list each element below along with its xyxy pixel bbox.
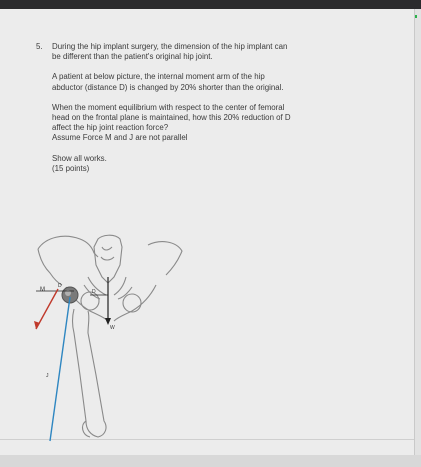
patient-line: A patient at below picture, the internal moment arm of the hip bbox=[52, 72, 265, 82]
question-line: Assume Force M and J are not parallel bbox=[52, 133, 188, 143]
question-paragraph bbox=[52, 103, 382, 144]
label-d-right: D bbox=[92, 289, 96, 295]
intro-line: During the hip implant surgery, the dimension of the hip implant can bbox=[52, 42, 288, 51]
scrollbar[interactable] bbox=[414, 9, 421, 455]
label-j: J bbox=[46, 373, 49, 379]
hip-implant-figure bbox=[28, 225, 188, 445]
question-line: head on the frontal plane is maintained, how this 20% reduction of D bbox=[52, 113, 291, 123]
page-bottom-band bbox=[0, 455, 421, 467]
pelvis-outline bbox=[38, 235, 182, 321]
question-line: affect the hip joint reaction force? bbox=[52, 123, 169, 133]
question-line: When the moment equilibrium with respect to the center of femoral bbox=[52, 102, 285, 112]
weight-arrowhead bbox=[105, 318, 111, 325]
status-indicator bbox=[415, 15, 417, 18]
patient-paragraph bbox=[52, 72, 382, 92]
force-j-line bbox=[50, 297, 70, 441]
window-top-bar bbox=[0, 0, 421, 9]
label-w: W bbox=[110, 325, 115, 331]
label-d-left: D bbox=[58, 283, 62, 289]
patient-line: abductor (distance D) is changed by 20% shorter than the original. bbox=[52, 82, 284, 92]
intro-paragraph bbox=[52, 42, 382, 62]
points-line: (15 points) bbox=[52, 163, 90, 173]
question-body bbox=[52, 42, 382, 174]
instructions-paragraph bbox=[52, 154, 382, 174]
femur-outline bbox=[73, 309, 107, 437]
label-m: M bbox=[40, 287, 45, 293]
intro-line: be different than the patient's original hip joint. bbox=[52, 52, 213, 62]
instruction-line: Show all works. bbox=[52, 153, 107, 163]
question-number: 5. bbox=[36, 42, 43, 51]
